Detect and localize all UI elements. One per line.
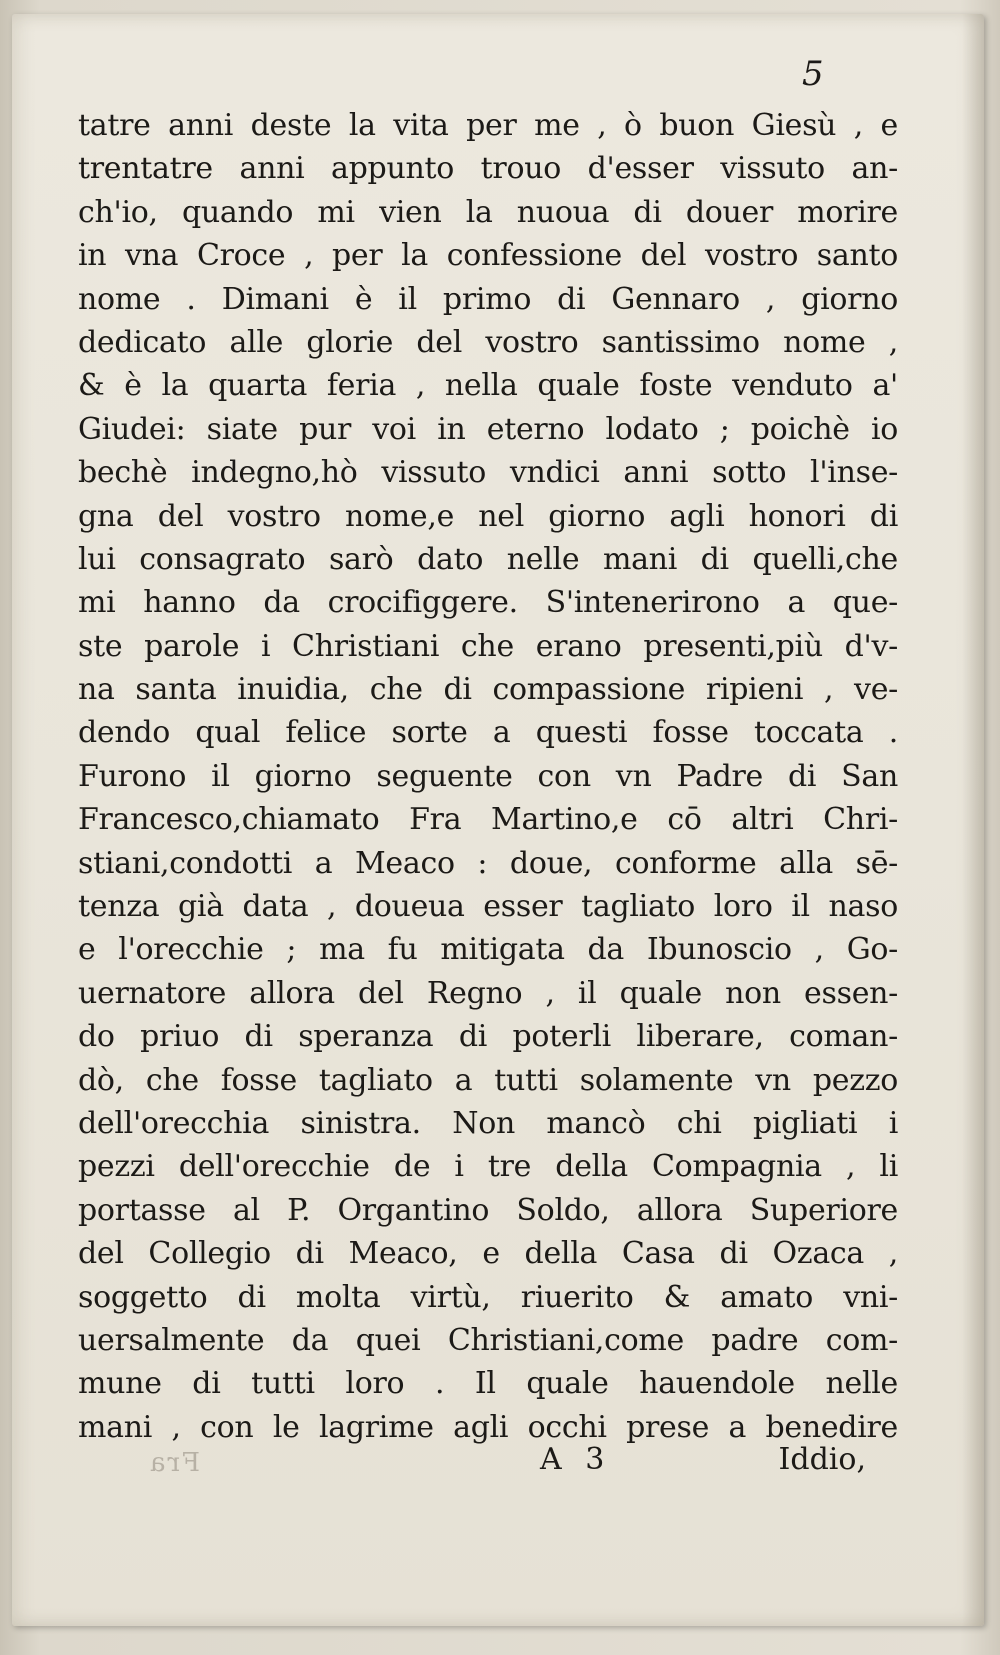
text-line: dell'orecchia sinistra. Non mancò chi pigliati i <box>78 1105 898 1141</box>
signature-mark: A 3 <box>540 1442 605 1477</box>
text-line: nome . Dimani è il primo di Gennaro , giorno <box>78 281 898 317</box>
text-line: pezzi dell'orecchie de i tre della Compagnia , li <box>78 1149 898 1185</box>
text-line: trentatre anni appunto trouo d'esser vissuto an- <box>78 151 898 187</box>
text-line: mune di tutti loro . Il quale hauendole nelle <box>78 1366 898 1402</box>
text-line: ch'io, quando mi vien la nuoua di douer morire <box>78 194 898 230</box>
text-line: del Collegio di Meaco, e della Casa di Ozaca , <box>78 1236 898 1272</box>
text-line: & è la quarta feria , nella quale foste venduto a' <box>78 368 898 404</box>
text-line: Francesco,chiamato Fra Martino,e cō altri Chri- <box>78 802 898 838</box>
bleed-through-text: Fra <box>148 1448 200 1478</box>
text-line: do priuo di speranza di poterli liberare, coman- <box>78 1019 898 1055</box>
text-line: e l'orecchie ; ma fu mitigata da Ibunoscio , Go- <box>78 932 898 968</box>
text-line: soggetto di molta virtù, riuerito & amato vni- <box>78 1279 898 1315</box>
text-line: stiani,condotti a Meaco : doue, conforme alla sē- <box>78 845 898 881</box>
text-line: uernatore allora del Regno , il quale non essen- <box>78 975 898 1011</box>
text-line: dò, che fosse tagliato a tutti solamente vn pezzo <box>78 1062 898 1098</box>
text-line: gna del vostro nome,e nel giorno agli honori di <box>78 498 898 534</box>
text-line: uersalmente da quei Christiani,come padre com- <box>78 1322 898 1358</box>
catchword: Iddio, <box>778 1442 866 1477</box>
text-line: dedicato alle glorie del vostro santissimo nome , <box>78 324 898 360</box>
text-line: in vna Croce , per la confessione del vostro santo <box>78 238 898 274</box>
text-line: mi hanno da crocifiggere. S'intenerirono a que- <box>78 585 898 621</box>
text-line: portasse al P. Organtino Soldo, allora Superiore <box>78 1192 898 1228</box>
page-number: 5 <box>802 54 824 94</box>
text-line: Giudei: siate pur voi in eterno lodato ; poichè io <box>78 411 898 447</box>
page-edge-shadow <box>962 14 984 1626</box>
text-line: mani , con le lagrime agli occhi prese a benedire <box>78 1409 898 1445</box>
text-line: na santa inuidia, che di compassione ripieni , ve- <box>78 672 898 708</box>
book-page <box>12 14 984 1626</box>
text-line: ste parole i Christiani che erano presenti,più d'v- <box>78 628 898 664</box>
text-line: tenza già data , doueua esser tagliato loro il naso <box>78 889 898 925</box>
text-line: tatre anni deste la vita per me , ò buon Giesù , e <box>78 108 898 143</box>
text-line: Furono il giorno seguente con vn Padre di San <box>78 758 898 794</box>
text-line: lui consagrato sarò dato nelle mani di quelli,che <box>78 541 898 577</box>
page-footer <box>78 1442 898 1492</box>
text-line: bechè indegno,hò vissuto vndici anni sotto l'inse- <box>78 455 898 491</box>
body-text <box>78 104 898 1449</box>
text-line: dendo qual felice sorte a questi fosse toccata . <box>78 715 898 751</box>
